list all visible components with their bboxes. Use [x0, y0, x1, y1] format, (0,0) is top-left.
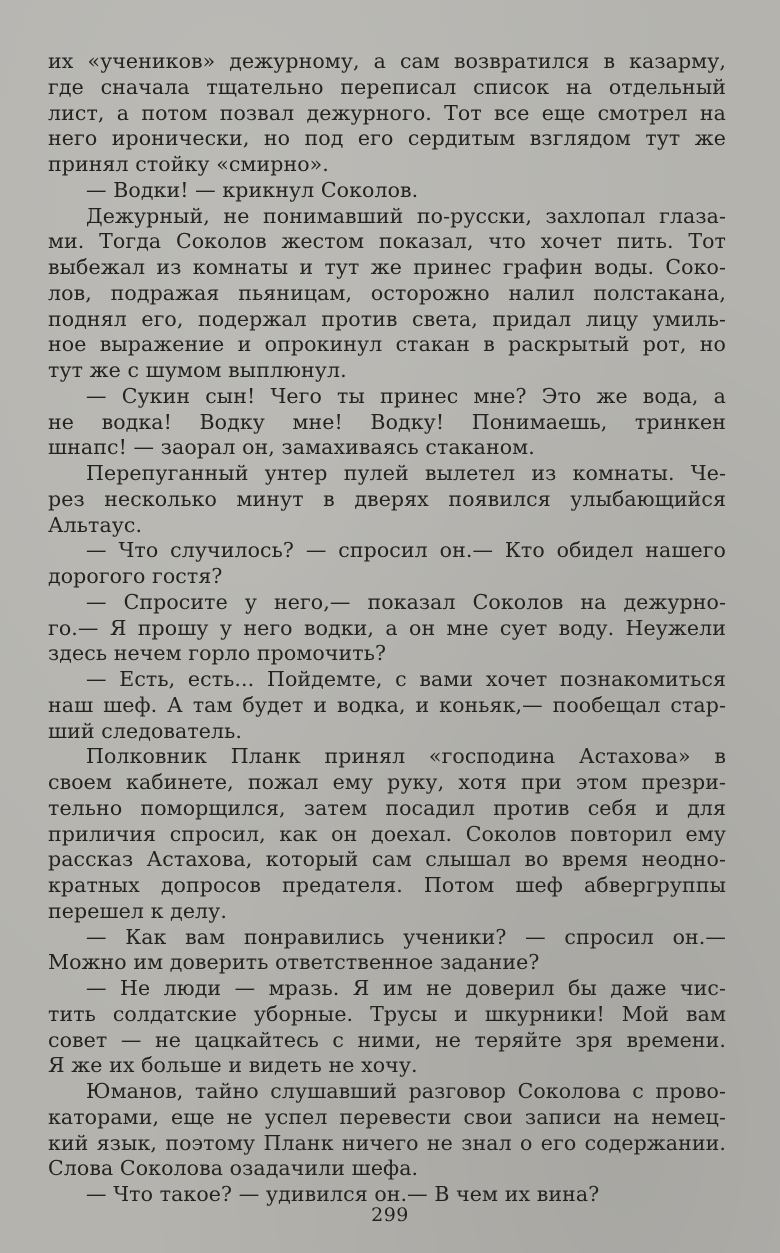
text-line: — Что такое? — удивился он.— В чем их вина? [86, 1182, 600, 1206]
text-line: совет — не цацкайтесь с ними, не теряйте зря времени. [48, 1027, 726, 1052]
text-line: — Есть, есть... Пойдемте, с вами хочет познакомиться [86, 667, 726, 691]
text-line: где сначала тщательно переписал список на отдельный [48, 74, 726, 99]
text-line: своем кабинете, пожал ему руку, хотя при этом презри- [48, 770, 726, 794]
text-line: Полковник Планк принял «господина Астахова» в [86, 744, 726, 769]
text-line: приличия спросил, как он доехал. Соколов повторил ему [48, 821, 726, 846]
text-line: — Что случилось? — спросил он.— Кто обидел нашего [86, 538, 726, 563]
text-line: Дежурный, не понимавший по-русски, захлопал глаза- [86, 203, 726, 228]
text-line: шнапс! — заорал он, замахиваясь стаканом. [48, 435, 535, 460]
text-line: — Спросите у него,— показал Соколов на дежурно- [86, 589, 726, 614]
text-line: дорогого гостя? [48, 564, 223, 588]
text-line: лист, а потом позвал дежурного. Тот все еще смотрел на [48, 100, 726, 125]
text-line: — Водки! — крикнул Соколов. [86, 177, 419, 202]
text-line: ное выражение и опрокинул стакан в раскрытый рот, но [48, 332, 726, 357]
text-line: выбежал из комнаты и тут же принес графин воды. Соко- [48, 255, 726, 279]
text-line: Альтаус. [48, 512, 143, 537]
text-line: принял стойку «смирно». [48, 152, 329, 176]
text-line: тут же с шумом выплюнул. [48, 358, 347, 382]
text-line: перешел к делу. [48, 898, 227, 923]
text-line: рез несколько минут в дверях появился улыбающийся [48, 486, 726, 511]
text-line: — Как вам понравились ученики? — спросил он.— [86, 924, 726, 949]
text-line: го.— Я прошу у него водки, а он мне сует воду. Неужели [48, 615, 726, 640]
text-line: Слова Соколова озадачили шефа. [48, 1156, 419, 1181]
text-line: Юманов, тайно слушавший разговор Соколова с прово- [86, 1079, 726, 1103]
text-line: тельно поморщился, затем посадил против себя и для [48, 795, 726, 820]
text-line: ми. Тогда Соколов жестом показал, что хочет пить. Тот [48, 229, 726, 254]
text-line: их «учеников» дежурному, а сам возвратился в казарму, [48, 49, 726, 73]
text-line: наш шеф. А там будет и водка, и коньяк,— пообещал стар- [48, 692, 726, 717]
text-line: — Не люди — мразь. Я им не доверил бы даже чис- [86, 976, 726, 1000]
page-number: 299 [371, 1204, 409, 1226]
text-line: здесь нечем горло промочить? [48, 641, 387, 666]
text-line: поднял его, подержал против света, придал лицу умиль- [48, 306, 726, 331]
text-line: рассказ Астахова, который сам слышал во время неодно- [48, 847, 726, 872]
text-line: Перепуганный унтер пулей вылетел из комнаты. Че- [86, 461, 726, 485]
text-line: ший следователь. [48, 718, 243, 743]
text-line: каторами, еще не успел перевести свои записи на немец- [48, 1104, 726, 1129]
text-line: кратных допросов предателя. Потом шеф абвергруппы [48, 873, 726, 897]
text-line: не водка! Водку мне! Водку! Понимаешь, тринкен [48, 409, 726, 434]
text-line: лов, подражая пьяницам, осторожно налил полстакана, [48, 280, 726, 305]
text-line: — Сукин сын! Чего ты принес мне? Это же вода, а [86, 383, 726, 408]
text-line: Я же их больше и видеть не хочу. [48, 1053, 418, 1078]
text-line: тить солдатские уборные. Трусы и шкурники! Мой вам [48, 1001, 726, 1026]
text-line: него иронически, но под его сердитым взглядом тут же [48, 126, 726, 151]
text-line: кий язык, поэтому Планк ничего не знал о его содержании. [48, 1130, 726, 1155]
text-line: Можно им доверить ответственное задание? [48, 950, 540, 975]
body-text [48, 49, 726, 1208]
